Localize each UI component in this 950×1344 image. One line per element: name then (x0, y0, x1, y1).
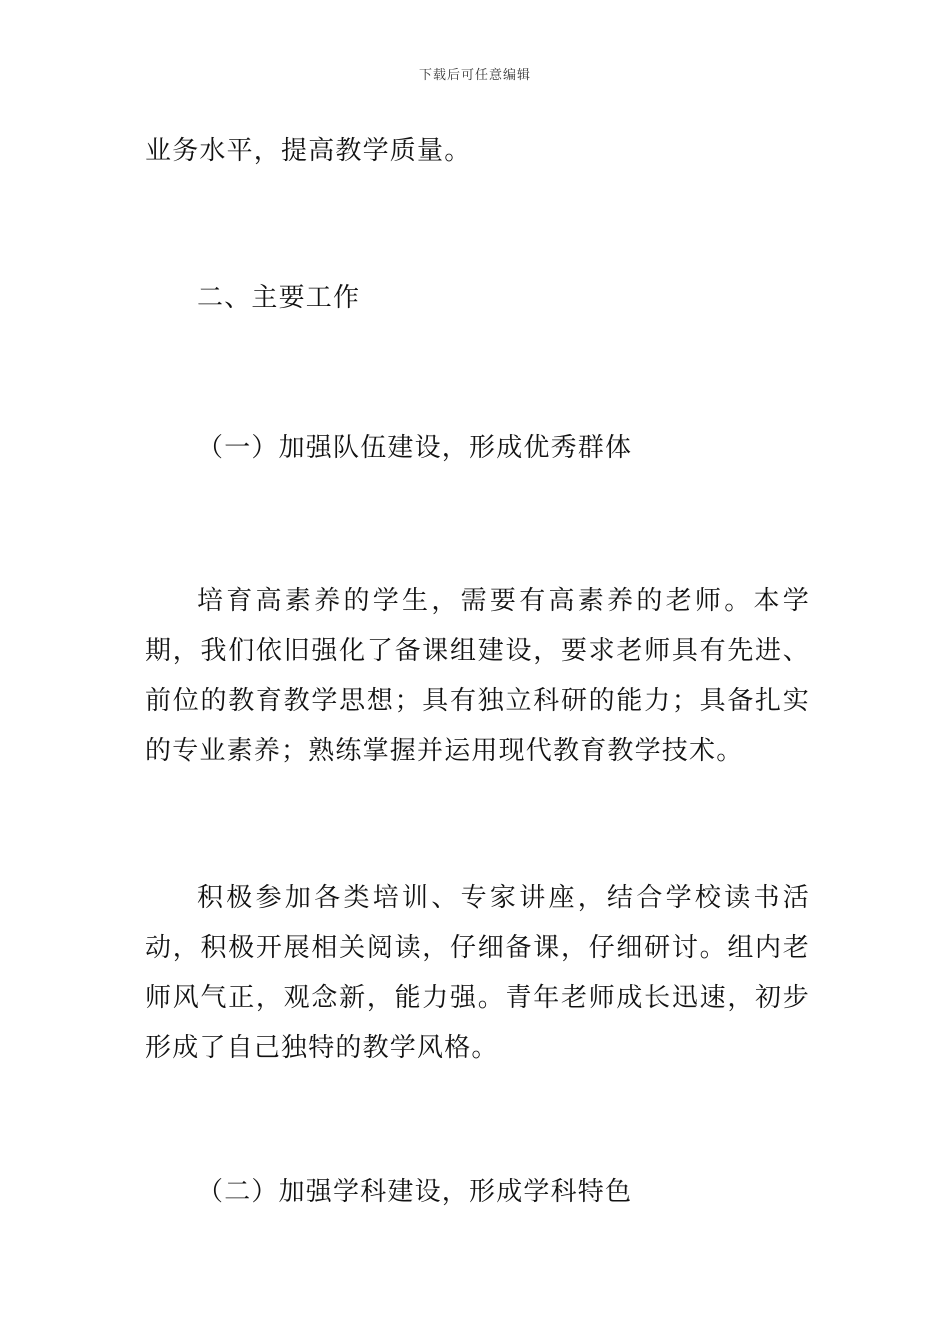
page-header: 下载后可任意编辑 (418, 68, 531, 83)
paragraph-2: 积极参加各类培训、专家讲座，结合学校读书活动，积极开展相关阅读，仔细备课，仔细研讨。组内老师风气正，观念新，能力强。青年老师成长迅速，初步形成了自己独特的教学风格。 (145, 883, 810, 1063)
subsection-heading-2: （二）加强学科建设，形成学科特色 (197, 1177, 633, 1207)
subsection-heading-1: （一）加强队伍建设，形成优秀群体 (197, 433, 633, 463)
section-heading: 二、主要工作 (197, 283, 361, 313)
paragraph-fragment: 业务水平，提高教学质量。 (145, 136, 472, 166)
paragraph-1: 培育高素养的学生，需要有高素养的老师。本学期，我们依旧强化了备课组建设，要求老师具有先进、前位的教育教学思想；具有独立科研的能力；具备扎实的专业素养；熟练掌握并运用现代教育教学技术。 (145, 586, 810, 766)
